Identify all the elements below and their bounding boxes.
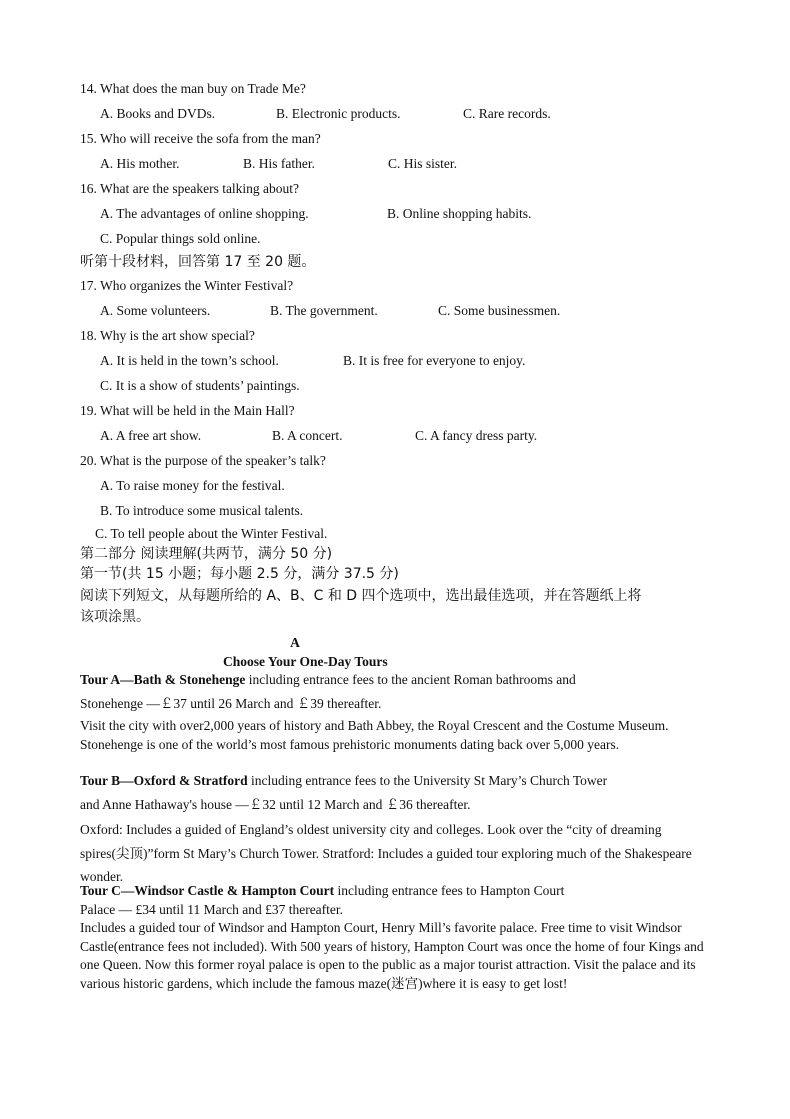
section-1-title: 第一节(共 15 小题；每小题 2.5 分，满分 37.5 分) xyxy=(80,566,399,582)
question-20: 20. What is the purpose of the speaker’s talk? xyxy=(80,453,326,468)
question-17: 17. Who organizes the Winter Festival? xyxy=(80,278,294,293)
tour-a-description: Visit the city with over2,000 years of history and Bath Abbey, the Royal Crescent and the Costume Museum. Stonehenge is one of the world’s most famous prehistoric monuments dating back over 5,000 years. xyxy=(80,718,669,752)
tour-c-price-1: including entrance fees to Hampton Court xyxy=(334,883,565,898)
section-10-intro: 听第十段材料，回答第 17 至 20 题。 xyxy=(80,254,316,270)
option-16-c: C. Popular things sold online. xyxy=(100,231,261,246)
option-18-c: C. It is a show of students’ paintings. xyxy=(100,378,300,393)
instructions-line-1: 阅读下列短文，从每题所给的 A、B、C 和 D 四个选项中，选出最佳选项，并在答题纸上将 xyxy=(80,588,642,604)
option-a: A. A free art show. xyxy=(100,428,202,443)
option-a: A. Some volunteers. xyxy=(100,303,211,318)
option-c: C. His sister. xyxy=(388,156,458,171)
question-15: 15. Who will receive the sofa from the man? xyxy=(80,131,321,146)
tour-b-price-1: including entrance fees to the University St Mary’s Church Tower xyxy=(247,773,608,788)
passage-letter: A xyxy=(290,635,300,650)
tour-b-price-2: and Anne Hathaway's house —￡32 until 12 March and ￡36 thereafter. xyxy=(80,797,471,812)
option-c: C. Some businessmen. xyxy=(438,303,561,318)
question-19: 19. What will be held in the Main Hall? xyxy=(80,403,295,418)
tour-a-line-1 xyxy=(80,671,576,689)
passage-title: Choose Your One-Day Tours xyxy=(223,654,388,669)
option-a: A. The advantages of online shopping. xyxy=(100,206,309,221)
option-b: B. His father. xyxy=(243,156,315,171)
tour-b-line-1 xyxy=(80,772,607,790)
option-20-b: B. To introduce some musical talents. xyxy=(100,503,304,518)
tour-c-line-1 xyxy=(80,882,564,900)
option-a: A. Books and DVDs. xyxy=(100,106,216,121)
option-c: C. A fancy dress party. xyxy=(415,428,538,443)
tour-a-price-2: Stonehenge —￡37 until 26 March and ￡39 thereafter. xyxy=(80,696,382,711)
tour-c-name: Tour C—Windsor Castle & Hampton Court xyxy=(80,883,335,898)
option-b: B. The government. xyxy=(270,303,378,318)
option-b: B. A concert. xyxy=(272,428,343,443)
option-b: B. Electronic products. xyxy=(276,106,401,121)
option-c: C. Rare records. xyxy=(463,106,551,121)
tour-c-description: Includes a guided tour of Windsor and Hampton Court, Henry Mill’s favorite palace. Free time to visit Windsor Castle(entrance fees not included). With 500 years of history, Hampton Court was once the home of four Kings and one Queen. Now this former royal palace is open to the public as a major tourist attraction. Visit the palace and its various historic gardens, which include the famous maze(迷宫)where it is easy to get lost! xyxy=(80,920,704,991)
instructions-line-2: 该项涂黑。 xyxy=(80,609,150,625)
option-b: B. Online shopping habits. xyxy=(387,206,532,221)
tour-b-name: Tour B—Oxford & Stratford xyxy=(80,773,248,788)
question-18: 18. Why is the art show special? xyxy=(80,328,255,343)
option-b: B. It is free for everyone to enjoy. xyxy=(343,353,526,368)
option-20-c: C. To tell people about the Winter Festival. xyxy=(95,526,328,541)
tour-a-name: Tour A—Bath & Stonehenge xyxy=(80,672,246,687)
question-14: 14. What does the man buy on Trade Me? xyxy=(80,81,306,96)
part-2-title: 第二部分 阅读理解(共两节，满分 50 分) xyxy=(80,546,333,562)
tour-b-description: Oxford: Includes a guided of England’s oldest university city and colleges. Look over the “city of dreaming spires(尖顶)”form St Mary’s Church Tower. Stratford: Includes a guided tour exploring much of the Shakespeare wonder. xyxy=(80,822,692,884)
tour-c-price-2: Palace — £34 until 11 March and £37 thereafter. xyxy=(80,902,344,917)
option-a: A. His mother. xyxy=(100,156,180,171)
option-a: A. It is held in the town’s school. xyxy=(100,353,279,368)
question-16: 16. What are the speakers talking about? xyxy=(80,181,300,196)
option-20-a: A. To raise money for the festival. xyxy=(100,478,285,493)
tour-a-price-1: including entrance fees to the ancient Roman bathrooms and xyxy=(245,672,576,687)
